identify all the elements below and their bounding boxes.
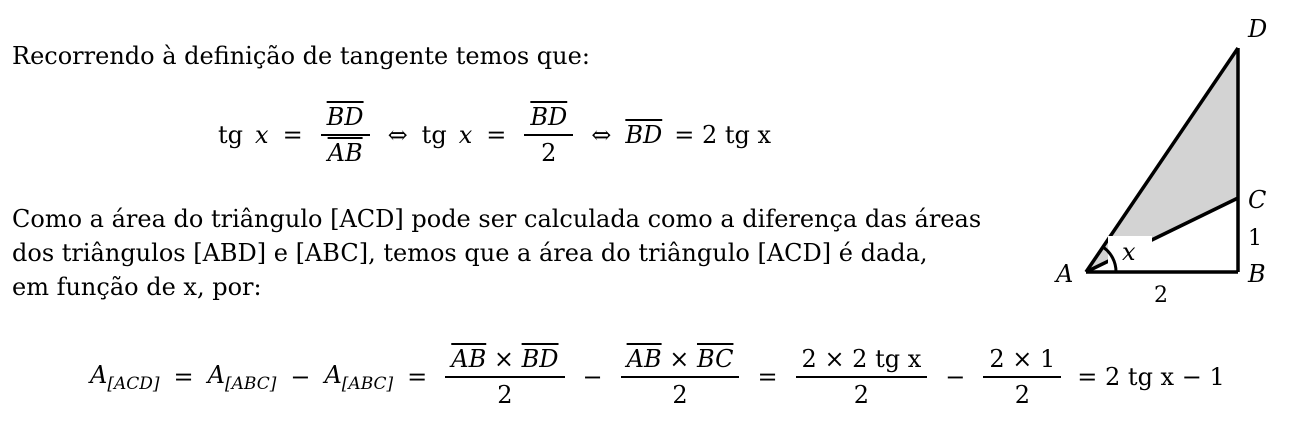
minus-sign: − (290, 363, 311, 392)
tg-function: tg (421, 121, 447, 150)
equals-sign: = (282, 121, 303, 150)
vertex-label-c: C (1248, 186, 1267, 214)
denominator-two: 2 (672, 381, 688, 410)
fraction-2-times-2tgx (796, 346, 928, 409)
intro-text: Recorrendo à definição de tangente temos que: (12, 42, 590, 70)
area-result: = 2 tg x − 1 (1077, 363, 1225, 392)
iff-symbol: ⇔ (387, 121, 408, 150)
denominator-ab: AB (327, 139, 363, 168)
area-abc: $A_{[ABC]}$ (207, 360, 277, 394)
denominator-two: 2 (541, 139, 557, 168)
denominator-two: 2 (853, 381, 870, 410)
explanation-paragraph (12, 202, 981, 304)
variable-x: x (255, 121, 269, 150)
fraction-ab-times-bd (445, 346, 564, 409)
variable-x: x (458, 121, 473, 150)
segment-bd: $\overline{BD}$ (625, 121, 663, 150)
equation-rhs: = 2 tg x (674, 121, 772, 150)
numerator: $\overline{AB} \times \overline{BC}$ (621, 346, 740, 378)
length-label-ab: 2 (1154, 283, 1168, 308)
length-label-bc: 1 (1248, 226, 1262, 251)
vertex-label-a: A (1056, 260, 1074, 288)
denominator-two: 2 (497, 381, 513, 410)
vertex-label-d: D (1248, 15, 1268, 43)
triangle-figure (1040, 10, 1280, 310)
fraction-bd-over-ab (321, 104, 370, 167)
equals-sign: = (757, 363, 778, 392)
fraction-bd-over-2 (524, 104, 573, 167)
fraction-2-times-1 (983, 346, 1061, 409)
fraction-ab-times-bc (621, 346, 740, 409)
area-acd: $A_{[ACD]}$ (90, 360, 160, 394)
numerator-bd: $\overline{BD}$ (524, 104, 573, 136)
area-equation (90, 346, 1225, 409)
numerator-bd: $\overline{BD}$ (321, 104, 370, 136)
numerator: $\overline{AB} \times \overline{BD}$ (445, 346, 564, 378)
paragraph-line: Como a área do triângulo [ACD] pode ser calculada como a diferença das áreas (12, 205, 982, 233)
denominator-two: 2 (1014, 381, 1030, 410)
angle-label-x: x (1122, 238, 1136, 266)
paragraph-line: em função de x, por: (12, 273, 262, 301)
vertex-label-b: B (1248, 260, 1266, 288)
equals-sign: = (486, 121, 507, 150)
minus-sign: − (582, 363, 603, 392)
paragraph-line: dos triângulos [ABD] e [ABC], temos que a área do triângulo [ACD] é dada, (12, 239, 928, 267)
tangent-equation (218, 104, 771, 167)
numerator: 2 × 2 tg x (796, 346, 928, 378)
equals-sign: = (173, 363, 194, 392)
minus-sign: − (945, 363, 966, 392)
tg-function: tg (218, 121, 244, 150)
iff-symbol: ⇔ (591, 121, 612, 150)
equals-sign: = (407, 363, 428, 392)
numerator: 2 × 1 (983, 346, 1061, 378)
area-abc: $A_{[ABC]}$ (324, 360, 394, 394)
